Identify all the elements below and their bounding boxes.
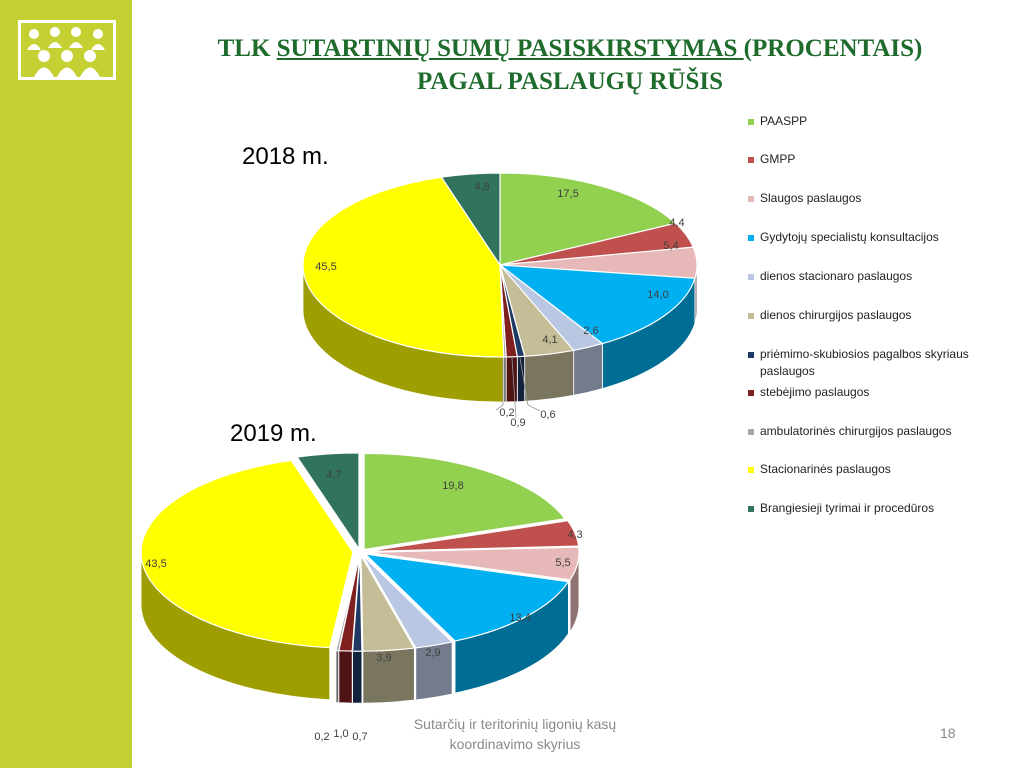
legend-label: PAASPP [760, 114, 808, 128]
legend-swatch [748, 506, 754, 512]
legend-label: dienos stacionaro paslaugos [760, 269, 913, 283]
data-label: 3,9 [376, 652, 392, 664]
pie-slice-side [506, 357, 517, 402]
data-label: 0,9 [510, 417, 526, 429]
data-label: 2,6 [583, 325, 599, 337]
data-label: 4,3 [567, 529, 583, 541]
data-label: 13,4 [509, 612, 531, 624]
data-label: 4,4 [669, 217, 685, 229]
pie-slice-side [339, 651, 352, 703]
legend-label: Gydytojų specialistų konsultacijos [760, 230, 939, 244]
pie-slice-side [353, 651, 362, 703]
pie-slice-side [336, 651, 339, 703]
data-label: 14,0 [647, 289, 669, 301]
pie-chart-1 [303, 173, 697, 429]
pie-chart-2 [141, 453, 583, 743]
data-label: 4,8 [474, 181, 490, 193]
legend-label: stebėjimo paslaugos [760, 385, 870, 399]
data-label: 2,9 [425, 647, 441, 659]
data-label: 45,5 [315, 261, 337, 273]
legend-label: GMPP [760, 152, 796, 166]
footer-line-1: Sutarčių ir teritorinių ligonių kasų [413, 716, 617, 732]
data-label: 19,8 [442, 480, 464, 492]
pie-slice-side [504, 357, 506, 402]
page-number: 18 [940, 725, 956, 741]
legend-swatch [748, 429, 754, 435]
data-label: 43,5 [145, 558, 167, 570]
chart-title-2019: 2019 m. [230, 420, 317, 447]
footer-line-2: koordinavimo skyrius [449, 736, 581, 752]
legend-swatch [748, 157, 754, 163]
legend-swatch [748, 196, 754, 202]
legend-swatch [748, 274, 754, 280]
data-label: 1,0 [333, 728, 349, 740]
data-label: 4,1 [542, 334, 558, 346]
legend-label: ambulatorinės chirurgijos paslaugos [760, 424, 952, 438]
legend-label: Brangiesieji tyrimai ir procedūros [760, 501, 935, 515]
chart-title-2018: 2018 m. [242, 143, 329, 170]
data-label: 4,7 [326, 469, 342, 481]
legend-swatch [748, 390, 754, 396]
legend-label: Slaugos paslaugos [760, 191, 862, 205]
data-label: 0,6 [540, 409, 556, 421]
legend-swatch [748, 313, 754, 319]
title-part-1: TLK [217, 35, 277, 62]
data-label: 5,5 [555, 557, 571, 569]
legend-label: dienos chirurgijos paslaugos [760, 308, 912, 322]
data-label: 0,2 [499, 407, 515, 419]
data-label: 17,5 [557, 188, 579, 200]
legend-label: Stacionarinės paslaugos [760, 462, 891, 476]
data-label: 0,7 [352, 731, 368, 743]
data-label: 0,2 [314, 731, 330, 743]
pie-slice-side [525, 350, 574, 401]
title-line-2: PAGAL PASLAUGŲ RŪŠIS [416, 68, 724, 95]
legend-label: priėmimo-skubiosios pagalbos skyriaus paslaugos [760, 347, 969, 378]
title-part-3: (PROCENTAIS) [743, 35, 923, 62]
legend-swatch [748, 352, 754, 358]
legend-swatch [748, 235, 754, 241]
legend-swatch [748, 119, 754, 125]
data-label: 5,4 [663, 240, 679, 252]
legend-swatch [748, 467, 754, 473]
title-part-2: SUTARTINIŲ SUMŲ PASISKIRSTYMAS [276, 35, 744, 62]
footer [380, 714, 650, 754]
pie-slice-side [574, 344, 603, 396]
